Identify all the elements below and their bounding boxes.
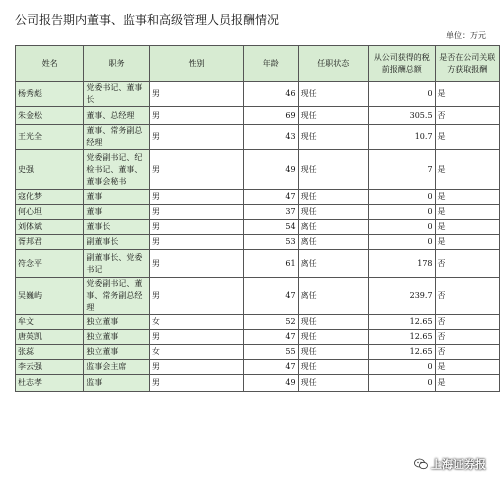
header-name: 姓名 <box>16 46 84 82</box>
cell-age: 37 <box>244 205 299 220</box>
cell-age: 47 <box>244 278 299 315</box>
cell-gender: 男 <box>149 375 243 392</box>
header-related: 是否在公司关联方获取报酬 <box>435 46 499 82</box>
cell-age: 53 <box>244 235 299 250</box>
cell-name: 吴巍屿 <box>16 278 84 315</box>
cell-position: 董事、总经理 <box>84 107 150 125</box>
cell-status: 离任 <box>298 220 368 235</box>
table-row <box>16 250 500 278</box>
cell-position: 党委副书记、董事、常务副总经理 <box>84 278 150 315</box>
cell-status: 离任 <box>298 278 368 315</box>
cell-name: 史强 <box>16 150 84 190</box>
cell-pay: 239.7 <box>368 278 435 315</box>
header-position: 职务 <box>84 46 150 82</box>
cell-position: 董事 <box>84 205 150 220</box>
cell-related: 是 <box>435 82 499 107</box>
cell-gender: 男 <box>149 250 243 278</box>
header-gender: 性别 <box>149 46 243 82</box>
cell-age: 47 <box>244 360 299 375</box>
cell-status: 现任 <box>298 375 368 392</box>
cell-name: 刘体斌 <box>16 220 84 235</box>
wechat-icon <box>414 458 428 470</box>
cell-related: 是 <box>435 205 499 220</box>
cell-pay: 0 <box>368 360 435 375</box>
cell-related: 否 <box>435 107 499 125</box>
cell-related: 是 <box>435 190 499 205</box>
cell-name: 张蕊 <box>16 345 84 360</box>
cell-name: 牟文 <box>16 315 84 330</box>
cell-related: 是 <box>435 375 499 392</box>
cell-position: 独立董事 <box>84 330 150 345</box>
cell-age: 54 <box>244 220 299 235</box>
table-row <box>16 82 500 107</box>
cell-gender: 男 <box>149 360 243 375</box>
table-row <box>16 278 500 315</box>
table-row <box>16 235 500 250</box>
cell-age: 47 <box>244 330 299 345</box>
cell-age: 49 <box>244 150 299 190</box>
cell-related: 是 <box>435 360 499 375</box>
cell-status: 现任 <box>298 205 368 220</box>
table-row <box>16 375 500 392</box>
compensation-table <box>15 45 500 392</box>
cell-pay: 10.7 <box>368 125 435 150</box>
cell-pay: 12.65 <box>368 345 435 360</box>
cell-age: 55 <box>244 345 299 360</box>
cell-gender: 男 <box>149 82 243 107</box>
table-row <box>16 345 500 360</box>
cell-pay: 0 <box>368 235 435 250</box>
cell-gender: 男 <box>149 235 243 250</box>
cell-gender: 男 <box>149 107 243 125</box>
cell-related: 是 <box>435 235 499 250</box>
cell-related: 是 <box>435 220 499 235</box>
cell-name: 寇化梦 <box>16 190 84 205</box>
watermark <box>414 456 486 472</box>
cell-pay: 178 <box>368 250 435 278</box>
header-pay: 从公司获得的税前报酬总额 <box>368 46 435 82</box>
cell-status: 现任 <box>298 345 368 360</box>
watermark-text: 上海证券报 <box>431 458 486 471</box>
cell-status: 现任 <box>298 360 368 375</box>
cell-gender: 女 <box>149 345 243 360</box>
cell-name: 杜志孝 <box>16 375 84 392</box>
cell-position: 独立董事 <box>84 345 150 360</box>
cell-age: 49 <box>244 375 299 392</box>
cell-position: 监事会主席 <box>84 360 150 375</box>
cell-age: 47 <box>244 190 299 205</box>
cell-position: 党委副书记、纪检书记、董事、董事会秘书 <box>84 150 150 190</box>
cell-gender: 男 <box>149 190 243 205</box>
cell-age: 69 <box>244 107 299 125</box>
cell-status: 离任 <box>298 250 368 278</box>
cell-gender: 女 <box>149 315 243 330</box>
cell-pay: 12.65 <box>368 315 435 330</box>
cell-pay: 12.65 <box>368 330 435 345</box>
table-row <box>16 190 500 205</box>
cell-status: 离任 <box>298 235 368 250</box>
cell-gender: 男 <box>149 205 243 220</box>
cell-name: 胥邦君 <box>16 235 84 250</box>
cell-status: 现任 <box>298 150 368 190</box>
cell-gender: 男 <box>149 150 243 190</box>
cell-age: 61 <box>244 250 299 278</box>
cell-related: 否 <box>435 315 499 330</box>
cell-related: 否 <box>435 250 499 278</box>
cell-position: 董事长 <box>84 220 150 235</box>
table-header-row <box>16 46 500 82</box>
table-row <box>16 315 500 330</box>
header-age: 年龄 <box>244 46 299 82</box>
cell-status: 现任 <box>298 190 368 205</box>
cell-name: 王光全 <box>16 125 84 150</box>
table-row <box>16 107 500 125</box>
header-status: 任职状态 <box>298 46 368 82</box>
cell-status: 现任 <box>298 330 368 345</box>
table-row <box>16 205 500 220</box>
cell-related: 否 <box>435 330 499 345</box>
cell-status: 现任 <box>298 107 368 125</box>
cell-age: 46 <box>244 82 299 107</box>
cell-position: 副董事长、党委书记 <box>84 250 150 278</box>
cell-name: 唐英凯 <box>16 330 84 345</box>
cell-gender: 男 <box>149 330 243 345</box>
cell-related: 是 <box>435 150 499 190</box>
table-row <box>16 330 500 345</box>
cell-pay: 0 <box>368 190 435 205</box>
cell-status: 现任 <box>298 315 368 330</box>
table-body <box>16 82 500 392</box>
table-row <box>16 360 500 375</box>
cell-pay: 0 <box>368 205 435 220</box>
cell-pay: 0 <box>368 220 435 235</box>
cell-name: 杨秀彪 <box>16 82 84 107</box>
table-row <box>16 220 500 235</box>
cell-position: 独立董事 <box>84 315 150 330</box>
report-title: 公司报告期内董事、监事和高级管理人员报酬情况 <box>15 13 280 27</box>
cell-related: 否 <box>435 345 499 360</box>
cell-gender: 男 <box>149 278 243 315</box>
cell-name: 朱金松 <box>16 107 84 125</box>
cell-gender: 男 <box>149 125 243 150</box>
cell-position: 董事 <box>84 190 150 205</box>
cell-related: 否 <box>435 278 499 315</box>
cell-gender: 男 <box>149 220 243 235</box>
cell-name: 何心坦 <box>16 205 84 220</box>
cell-position: 监事 <box>84 375 150 392</box>
cell-position: 副董事长 <box>84 235 150 250</box>
cell-age: 52 <box>244 315 299 330</box>
cell-pay: 305.5 <box>368 107 435 125</box>
cell-name: 李云强 <box>16 360 84 375</box>
cell-name: 符念平 <box>16 250 84 278</box>
cell-pay: 0 <box>368 82 435 107</box>
cell-pay: 7 <box>368 150 435 190</box>
cell-pay: 0 <box>368 375 435 392</box>
cell-position: 党委书记、董事长 <box>84 82 150 107</box>
table-row <box>16 125 500 150</box>
cell-related: 是 <box>435 125 499 150</box>
cell-status: 现任 <box>298 125 368 150</box>
cell-status: 现任 <box>298 82 368 107</box>
unit-label: 单位：万元 <box>446 31 486 40</box>
cell-age: 43 <box>244 125 299 150</box>
table-row <box>16 150 500 190</box>
cell-position: 董事、常务副总经理 <box>84 125 150 150</box>
